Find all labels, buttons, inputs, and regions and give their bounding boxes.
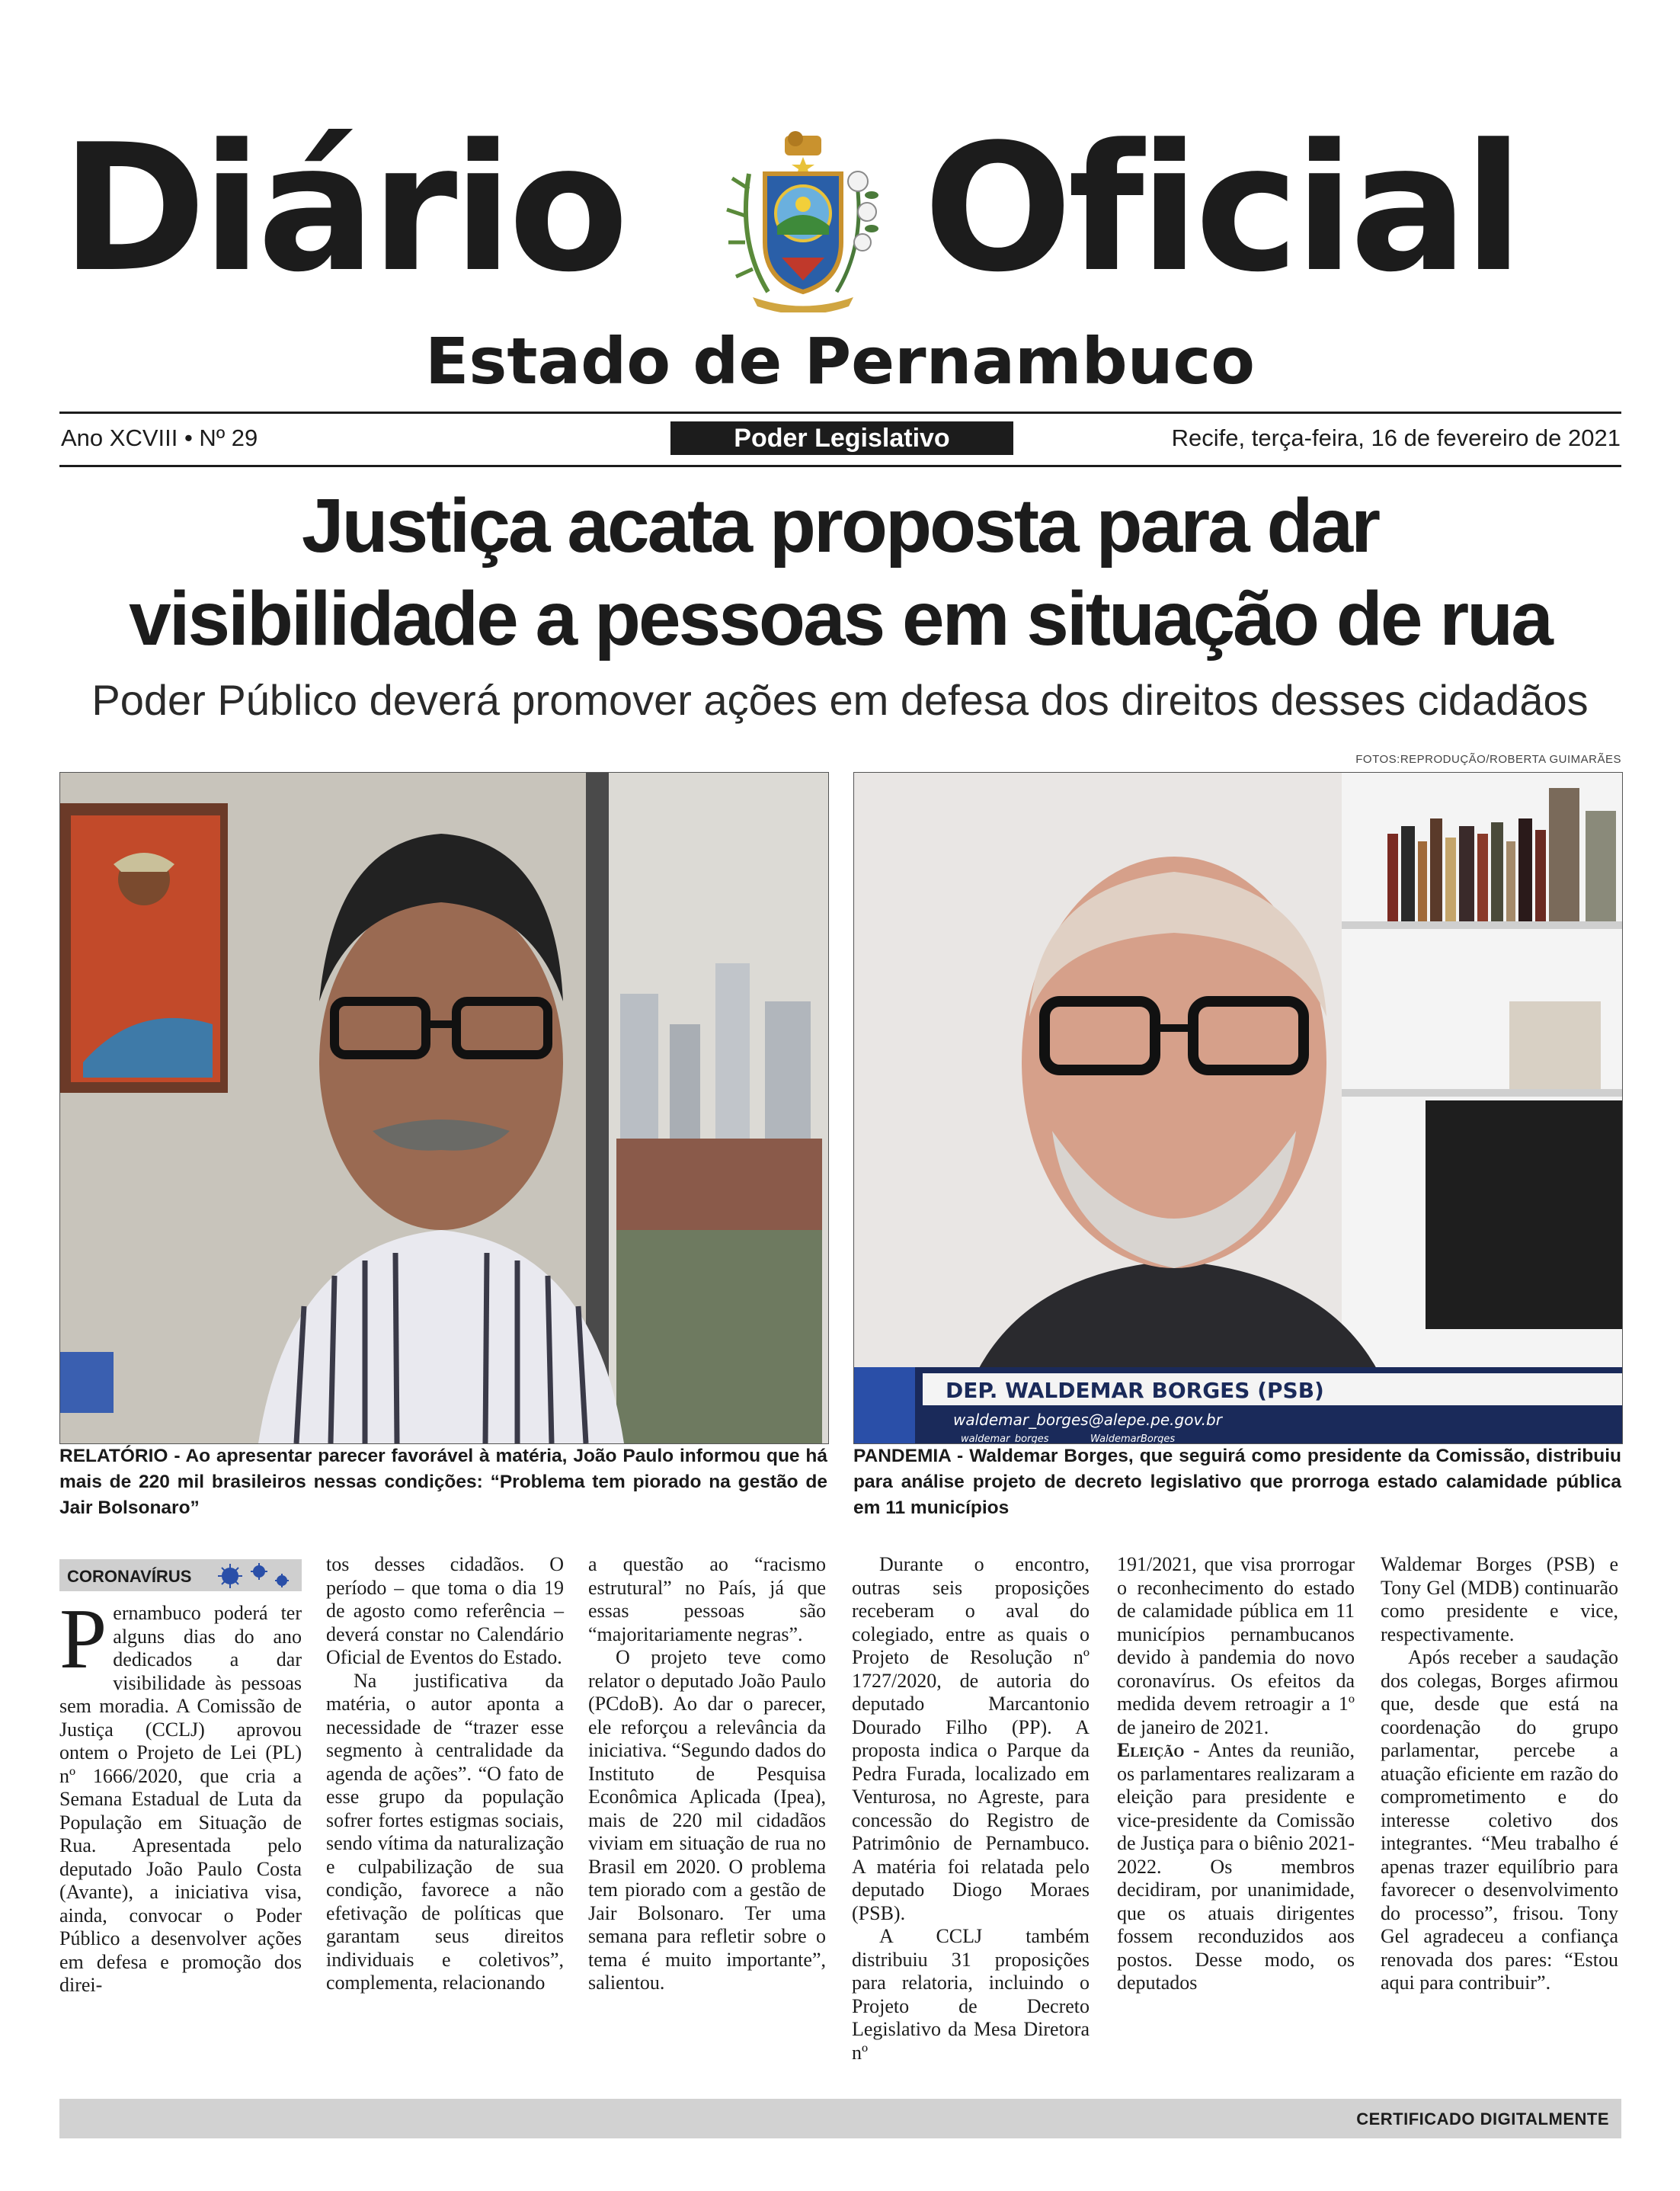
state-coat-of-arms-icon [722, 128, 884, 312]
dropcap: P [59, 1592, 107, 1686]
body-column-1 [59, 1592, 302, 1997]
caption-label: RELATÓRIO [59, 1446, 168, 1466]
caption-text: - Waldemar Borges, que seguirá como presidente da Comissão, distribuiu para análise projeto de decreto legislativo que prorroga estado calamidade pública em 11 municípios [853, 1446, 1621, 1518]
virus-icon [212, 1561, 296, 1590]
footer-bar [59, 2099, 1621, 2138]
body-column-2 [326, 1553, 564, 1995]
caption-pandemia [853, 1443, 1621, 1521]
overlay-twitter: WaldemarBorges [1090, 1433, 1176, 1443]
headline-line-1: Justiça acata proposta para dar [301, 483, 1379, 569]
caption-text: - Ao apresentar parecer favorável à matéria, João Paulo informou que há mais de 220 mil brasileiros nessas condições: “Problema tem piorado na gestão de Jair Bolsonaro” [59, 1446, 827, 1518]
section-tag [59, 1559, 302, 1591]
body-column-4 [852, 1553, 1090, 2064]
headline-deck: Poder Público deverá promover ações em defesa dos direitos desses cidadãos [91, 676, 1589, 724]
digital-certification-label: CERTIFICADO DIGITALMENTE [1356, 2109, 1609, 2129]
masthead-title-right: Oficial [923, 107, 1519, 311]
paragraph: 191/2021, que visa prorrogar o reconhecimento do estado de calamidade pública em 11 municípios pernambucanos devido à pandemia do novo coronavírus. Os efeitos da medida devem retroagir a 1º de janeiro de 2021. [1117, 1553, 1355, 1738]
paragraph: ernambuco poderá ter alguns dias do ano dedicados a dar visibilidade às pessoas sem moradia. A Comissão de Justiça (CCLJ) aprovou ontem o Projeto de Lei (PL) nº 1666/2020, que cria a Semana Estadual de Luta da População em Situação de Rua. Apresentada pelo deputado João Paulo Costa (Avante), a iniciativa visa, ainda, convocar o Poder Público a desenvolver ações em defesa e promoção dos direi- [59, 1602, 302, 1996]
subhead-eleicao: Eleição [1117, 1739, 1185, 1761]
section-label: Poder Legislativo [670, 421, 1013, 455]
photo-credit: FOTOS:REPRODUÇÃO/ROBERTA GUIMARÃES [1355, 753, 1621, 766]
photo-relatorio [59, 772, 829, 1444]
paragraph-text: - Antes da reunião, os parlamentares realizaram a eleição para presidente e vice-presidente da Comissão de Justiça para o biênio 2021-2022. Os membros decidiram, por unanimidade, que os atuais dirigentes fossem reconduzidos aos postos. Desse modo, os deputados [1117, 1739, 1355, 1994]
paragraph: a questão ao “racismo estrutural” no País, já que essas pessoas são “majoritariamente negras”. [588, 1553, 826, 1645]
caption-relatorio [59, 1443, 827, 1521]
photo-pandemia [853, 772, 1623, 1444]
masthead-subtitle: Estado de Pernambuco [424, 324, 1256, 399]
masthead-title-left: Diário [61, 107, 625, 311]
overlay-name: DEP. WALDEMAR BORGES (PSB) [946, 1378, 1324, 1403]
masthead-bottom-rule [59, 465, 1621, 467]
paragraph-eleicao [1117, 1739, 1355, 1995]
dateline: Recife, terça-feira, 16 de fevereiro de 2021 [1171, 424, 1621, 451]
caption-label: PANDEMIA [853, 1446, 951, 1466]
paragraph: A CCLJ também distribuiu 31 proposições para relatoria, incluindo o Projeto de Decreto Legislativo da Mesa Diretora nº [852, 1925, 1090, 2064]
paragraph: tos desses cidadãos. O período – que toma o dia 19 de agosto como referência – deverá constar no Calendário Oficial de Eventos do Estado. [326, 1553, 564, 1668]
body-column-5 [1117, 1553, 1355, 1995]
headline-line-2: visibilidade a pessoas em situação de rua [129, 576, 1551, 661]
body-column-3 [588, 1553, 826, 1995]
paragraph: Durante o encontro, outras seis proposições receberam o aval do colegiado, entre as quais o Projeto de Resolução nº 1727/2020, de autoria do deputado Marcantonio Dourado Filho (PP). A proposta indica o Parque da Pedra Furada, localizado em Venturosa, no Agreste, para concessão do Registro de Patrimônio de Pernambuco. A matéria foi relatada pelo deputado Diogo Moraes (PSB). [852, 1553, 1090, 1924]
paragraph: O projeto teve como relator o deputado João Paulo (PCdoB). Ao dar o parecer, ele reforçou a relevância da iniciativa. “Segundo dados do Instituto de Pesquisa Econômica Aplicada (Ipea), mais de 220 mil cidadãos viviam em situação de rua no Brasil em 2020. O problema tem piorado com a gestão de Jair Bolsonaro. Ter uma semana para refletir sobre o tema é muito importante”, salientou. [588, 1646, 826, 1994]
section-tag-label: CORONAVÍRUS [67, 1567, 192, 1586]
paragraph: Na justificativa da matéria, o autor aponta a necessidade de “trazer esse segmento à centralidade da agenda de ações”. “O fato de esse grupo da população sofrer fortes estigmas sociais, sendo vítima da naturalização e culpabilização de sua condição, favorece a não efetivação de políticas que garantam seus direitos individuais e coletivos”, complementa, relacionando [326, 1669, 564, 1994]
masthead-top-rule [59, 412, 1621, 414]
overlay-email: waldemar_borges@alepe.pe.gov.br [953, 1411, 1222, 1429]
body-column-6 [1381, 1553, 1618, 1995]
edition-number: Ano XCVIII • Nº 29 [61, 424, 258, 451]
overlay-instagram: waldemar_borges [961, 1433, 1049, 1443]
paragraph: Waldemar Borges (PSB) e Tony Gel (MDB) continuarão como presidente e vice, respectivamente. [1381, 1553, 1618, 1645]
paragraph: Após receber a saudação dos colegas, Borges afirmou que, desde que está na coordenação do grupo parlamentar, percebe a atuação eficiente em razão do comprometimento e do interesse coletivo dos integrantes. “Meu trabalho é apenas trazer equilíbrio para favorecer o desenvolvimento do processo”, frisou. Tony Gel agradeceu a confiança renovada dos pares: “Estou aqui para contribuir”. [1381, 1646, 1618, 1994]
